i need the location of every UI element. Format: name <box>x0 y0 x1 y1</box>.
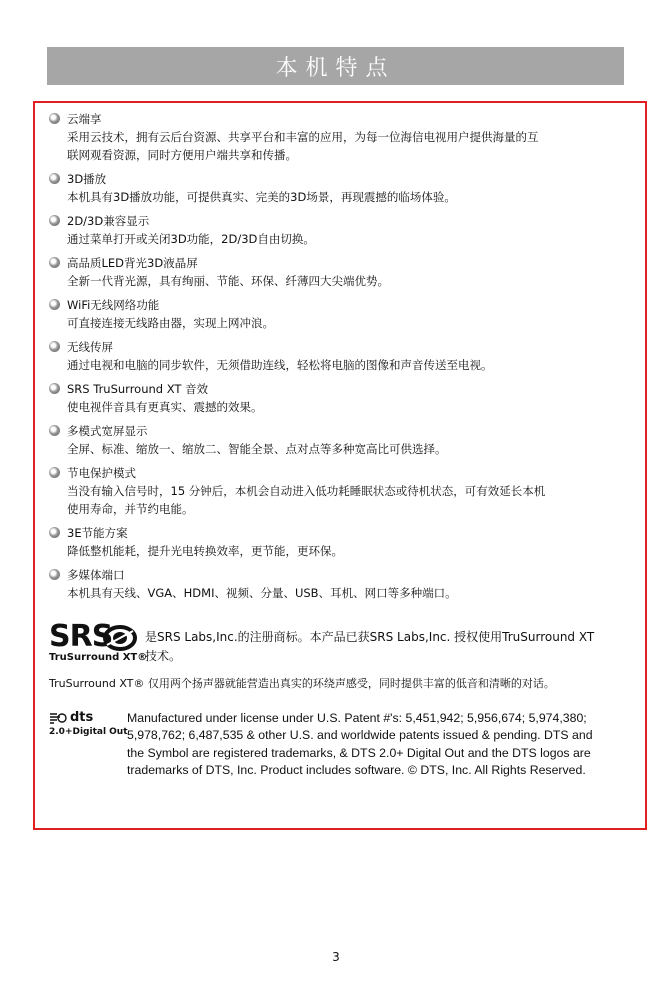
feature-desc: 本机具有3D播放功能，可提供真实、完美的3D场景，再现震撼的临场体验。 <box>67 190 456 204</box>
feature-desc: 全新一代背光源，具有绚丽、节能、环保、纤薄四大尖端优势。 <box>67 274 389 288</box>
feature-desc: 降低整机能耗，提升光电转换效率，更节能，更环保。 <box>67 544 343 558</box>
dts-trademark-text <box>127 710 627 779</box>
srs-note: TruSurround XT® 仅用两个扬声器就能营造出真实的环绕声感受，同时提供丰富的低音和清晰的对话。 <box>49 677 555 690</box>
feature-item <box>49 380 629 416</box>
dts-text-line: the Symbol are registered trademarks, & DTS 2.0+ Digital Out and the DTS logos are <box>127 745 591 760</box>
dts-logo-sub: 2.0+Digital Out <box>49 727 128 737</box>
dts-logo-mark <box>49 710 119 725</box>
feature-item <box>49 254 629 290</box>
dts-logo-text: dts <box>70 710 94 725</box>
bullet-icon <box>49 341 60 352</box>
bullet-icon <box>49 425 60 436</box>
srs-logo-sub: TruSurround XT® <box>49 652 148 663</box>
dts-text-line: trademarks of DTS, Inc. Product includes software. © DTS, Inc. All Rights Reserved. <box>127 762 586 777</box>
feature-item <box>49 110 629 164</box>
feature-item <box>49 422 629 458</box>
feature-item <box>49 296 629 332</box>
feature-title: 节电保护模式 <box>67 466 136 480</box>
dts-logo <box>49 710 128 737</box>
feature-title: SRS TruSurround XT 音效 <box>67 382 209 396</box>
dts-text-line: 5,978,762; 6,487,535 & other U.S. and worldwide patents issued & pending. DTS and <box>127 728 593 743</box>
feature-title: 高品质LED背光3D液晶屏 <box>67 256 198 270</box>
bullet-icon <box>49 215 60 226</box>
feature-title: 3D播放 <box>67 172 107 186</box>
feature-desc: 联网观看资源，同时方便用户端共享和传播。 <box>67 148 297 162</box>
feature-item <box>49 212 629 248</box>
feature-item <box>49 464 629 518</box>
feature-title: WiFi无线网络功能 <box>67 298 160 312</box>
feature-title: 3E节能方案 <box>67 526 128 540</box>
page-title <box>47 47 624 85</box>
feature-item <box>49 566 629 602</box>
bullet-icon <box>49 383 60 394</box>
bullet-icon <box>49 173 60 184</box>
dts-text-line: Manufactured under license under U.S. Patent #'s: 5,451,942; 5,956,674; 5,974,380; <box>127 711 587 725</box>
feature-item <box>49 170 629 206</box>
page-title-text: 本机特点 <box>275 55 396 81</box>
feature-desc: 通过电视和电脑的同步软件，无须借助连线，轻松将电脑的图像和声音传送至电视。 <box>67 358 493 372</box>
feature-title: 多媒体端口 <box>67 568 125 582</box>
feature-desc: 通过菜单打开或关闭3D功能，2D/3D自由切换。 <box>67 232 315 246</box>
srs-text-line: 是SRS Labs,Inc.的注册商标。本产品已获SRS Labs,Inc. 授权使用TruSurround XT <box>145 630 595 644</box>
srs-trademark-text <box>145 628 625 666</box>
feature-desc: 全屏、标准、缩放一、缩放二、智能全景、点对点等多种宽高比可供选择。 <box>67 442 447 456</box>
srs-circle-icon <box>103 625 137 651</box>
feature-desc: 当没有输入信号时，15 分钟后，本机会自动进入低功耗睡眠状态或待机状态，可有效延长本机 <box>67 484 546 498</box>
srs-logo-letters: SRS <box>49 619 113 654</box>
feature-title: 多模式宽屏显示 <box>67 424 148 438</box>
feature-desc: 使电视伴音具有更真实、震撼的效果。 <box>67 400 263 414</box>
feature-list <box>49 110 629 608</box>
feature-item <box>49 338 629 374</box>
feature-title: 无线传屏 <box>67 340 113 354</box>
page-number: 3 <box>332 950 340 964</box>
bullet-icon <box>49 113 60 124</box>
feature-item <box>49 524 629 560</box>
dts-symbol-icon <box>49 712 67 724</box>
bullet-icon <box>49 299 60 310</box>
bullet-icon <box>49 569 60 580</box>
feature-title: 2D/3D兼容显示 <box>67 214 150 228</box>
feature-desc: 可直接连接无线路由器，实现上网冲浪。 <box>67 316 274 330</box>
feature-desc: 本机具有天线、VGA、HDMI、视频、分量、USB、耳机、网口等多种端口。 <box>67 586 457 600</box>
bullet-icon <box>49 467 60 478</box>
bullet-icon <box>49 527 60 538</box>
srs-logo <box>49 619 148 666</box>
feature-desc: 使用寿命，并节约电能。 <box>67 502 194 516</box>
feature-title: 云端享 <box>67 112 102 126</box>
bullet-icon <box>49 257 60 268</box>
srs-text-line: 技术。 <box>145 649 182 663</box>
feature-desc: 采用云技术，拥有云后台资源、共享平台和丰富的应用，为每一位海信电视用户提供海量的互 <box>67 130 539 144</box>
